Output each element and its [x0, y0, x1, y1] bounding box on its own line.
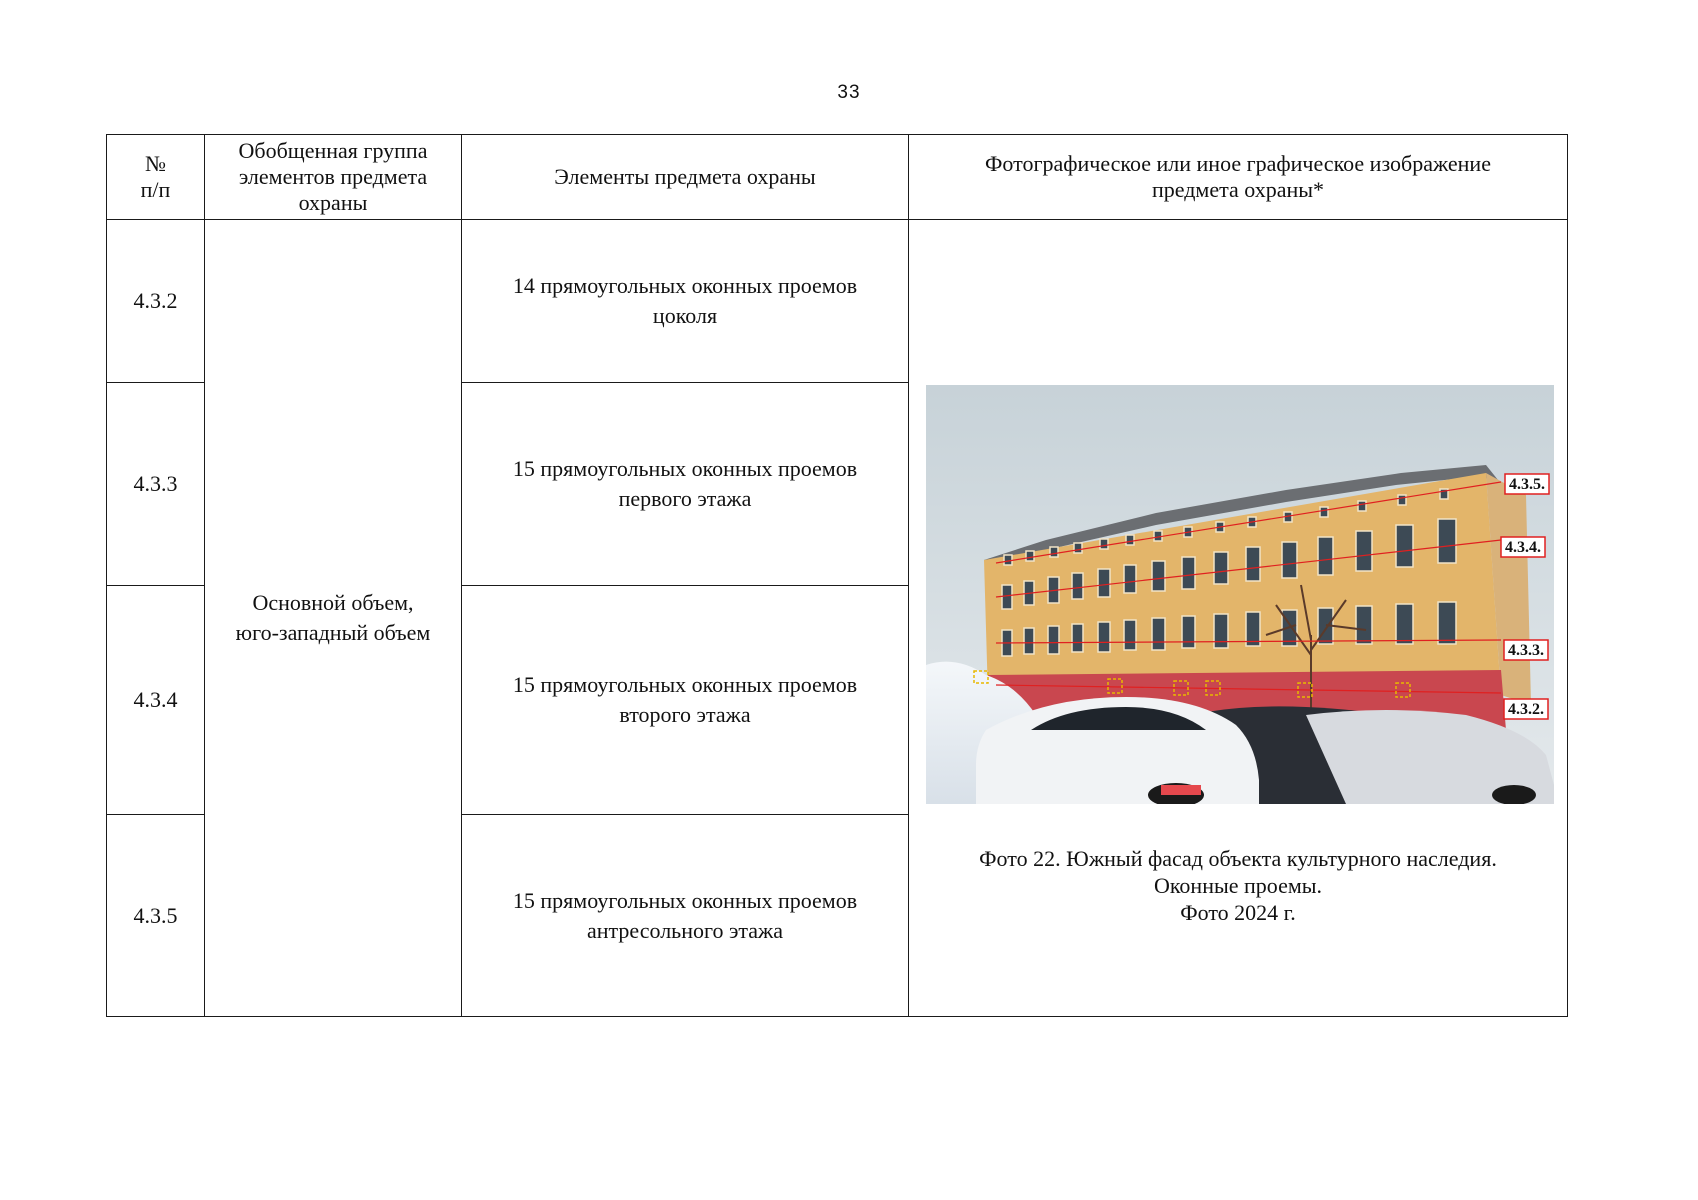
photo-caption [909, 845, 1567, 926]
element-line-1: 15 прямоугольных оконных проемов [512, 887, 858, 913]
photo-label-433: 4.3.3. [1508, 642, 1544, 659]
group-cell [205, 220, 462, 1017]
header-group-line-1: Обобщенная группа [238, 138, 428, 163]
element-line-2: цоколя [652, 303, 718, 328]
element-line-2: антресольного этажа [586, 917, 784, 943]
page-number: 33 [837, 82, 861, 103]
photo-label-434: 4.3.4. [1505, 539, 1541, 556]
row-num: 4.3.3 [107, 383, 205, 586]
table-row [107, 220, 1568, 383]
group-line-2: юго-западный объем [235, 620, 431, 645]
facade-photo [926, 385, 1554, 804]
element-line-1: 14 прямоугольных оконных проемов [512, 273, 858, 298]
header-num [107, 135, 205, 220]
caption-line-1: Фото 22. Южный фасад объекта культурного наследия. [979, 846, 1497, 871]
header-num-line-1: № [145, 151, 166, 176]
row-num: 4.3.5 [107, 815, 205, 1017]
row-num: 4.3.4 [107, 586, 205, 815]
header-group-line-2: элементов предмета [238, 164, 428, 189]
element-line-1: 15 прямоугольных оконных проемов [512, 672, 858, 697]
header-image-line-1: Фотографическое или иное графическое изображение [985, 151, 1491, 176]
header-group [205, 135, 462, 220]
header-elements: Элементы предмета охраны [462, 135, 909, 220]
caption-line-2: Оконные проемы. [1153, 873, 1323, 898]
caption-line-3: Фото 2024 г. [1180, 900, 1296, 925]
header-image [909, 135, 1568, 220]
table-header-row [107, 135, 1568, 220]
element-cell [462, 586, 909, 815]
element-line-2: первого этажа [618, 486, 752, 511]
element-line-1: 15 прямоугольных оконных проемов [512, 456, 858, 481]
element-line-2: второго этажа [619, 702, 751, 727]
photo-cell [909, 220, 1568, 1017]
header-image-line-2: предмета охраны* [1151, 177, 1325, 202]
protection-elements-table [106, 134, 1568, 1017]
element-cell [462, 383, 909, 586]
element-cell [462, 220, 909, 383]
group-line-1: Основной объем, [252, 590, 414, 615]
row-num: 4.3.2 [107, 220, 205, 383]
element-cell [462, 815, 909, 1017]
photo-label-435: 4.3.5. [1509, 476, 1545, 493]
header-num-line-2: п/п [140, 177, 171, 202]
header-group-line-3: охраны [298, 190, 368, 215]
photo-label-432: 4.3.2. [1508, 701, 1544, 718]
